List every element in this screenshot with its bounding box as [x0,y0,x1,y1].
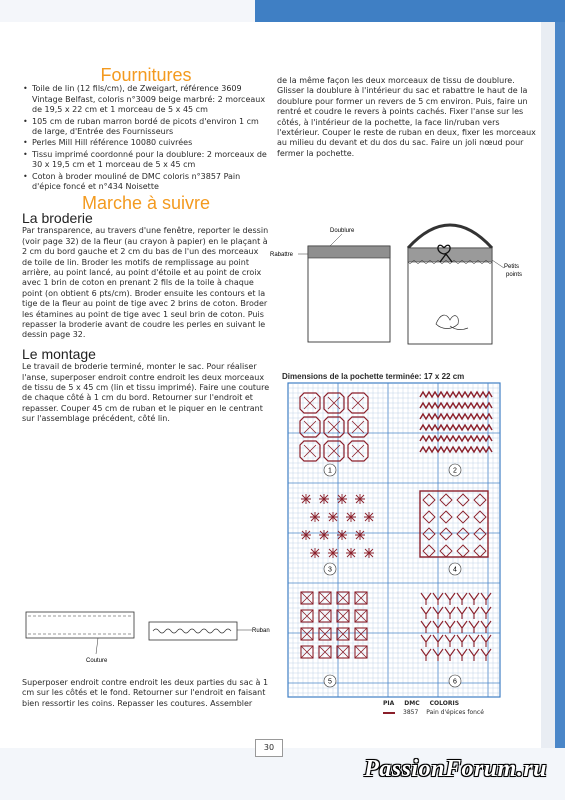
legend-dmc: DMC [404,700,420,707]
petits-points-label-2: points [506,272,523,278]
handle-ribbon [412,229,488,248]
fournitures-title: Fournitures [100,65,192,85]
motif-3-star [337,530,347,540]
motif-number: 3 [328,566,332,574]
motif-3-star [337,494,347,504]
marche-title: Marche à suivre [81,193,211,214]
right-page-edge [541,22,565,800]
legend-color-name: Pain d'épices foncé [426,709,484,716]
montage-text-2: Superposer endroit contre endroit les deux parties du sac à 1 cm sur les côtés et le fond. Retourner sur l'endroit en faisant bien ressortir les coins. Repasser les coutures. Assembler [22,678,269,708]
right-blue-edge [555,22,565,800]
motif-3-star [346,548,356,558]
cross-stitch-chart [288,383,500,697]
chart-legend [383,700,503,716]
montage-heading: Le montage [22,345,96,362]
legend-coloris: COLORIS [429,700,460,707]
left-column [22,65,270,425]
page-number: 30 [255,739,283,757]
top-white-band [0,0,255,22]
montage-continuation [22,678,270,709]
doublure-label: Doublure [330,228,355,234]
motif-number: 5 [328,678,332,686]
strap-with-ribbon [149,622,237,640]
motif-3-star [355,530,365,540]
petits-points-label-1: Petits [504,264,520,270]
supply-item: • Coton à broder mouliné de DMC coloris n°3857 Pain d'épice foncé et n°434 Noisette [32,172,270,193]
motif-3-star [328,512,338,522]
supply-item: • 105 cm de ruban marron bordé de picots d'environ 1 cm de large, d'Entrée des Fournisseurs [32,117,270,138]
motif-3-star [319,530,329,540]
motif-3-star [301,494,311,504]
doublure-leader [330,234,342,246]
legend-dmc-value: 3857 [403,709,419,716]
motif-3-star [328,548,338,558]
bag-front-right [408,248,492,344]
bag-handle [408,225,492,248]
legend-swatch [383,712,395,714]
supply-item: • Perles Mill Hill référence 10080 cuivrées [32,138,270,148]
motif-3-star [301,530,311,540]
lining-fold [308,246,390,258]
leader-line [96,638,98,654]
watermark: PassionForum.ru [364,756,547,782]
motif-3-star [355,494,365,504]
right-column [277,76,537,159]
motif-3-star [364,548,374,558]
supply-item: • Tissu imprimé coordonné pour la doublure: 2 morceaux de 30 x 19,5 cm et 1 morceau de 5 x 45 cm [32,150,270,171]
legend-pia: PIA [383,700,395,707]
legend-header [383,700,503,707]
broderie-text: Par transparence, au travers d'une fenêtre, reporter le dessin (voir page 32) de la fleur (au crayon à papier) en le plaçant à 2 cm du bord gauche et 2 cm du bas de l'un des morceaux de toile de lin. Broder les motifs de remplissage au point arrière, au point lancé, au point d'étoile et au point de croix avec 1 brin de coton en prenant 2 fils de la toile à chaque point (on obtient 6 pts/cm). Broder ensuite les contours et la tige de la fleur au point de tige avec 2 brins de coton. Broder les étamines au point de tige avec 1 seul brin de coton. Puis repasser la broderie avant de coudre les perles en suivant le dessin page 32. [22,226,269,340]
bag-diagram [270,208,535,368]
legend-row [383,709,503,716]
montage-text: Le travail de broderie terminé, monter le sac. Pour réaliser l'anse, superposer endroit contre endroit les deux morceaux de tissu de 5 x 45 cm (lin et tissu imprimé). Faire une couture de chaque côté à 1 cm du bord. Retourner sur l'endroit et repasser. Couper 45 cm de ruban et le piquer en le centrant sur l'assemblage précédent, côté lin. [22,362,270,424]
broderie-heading: La broderie [22,209,93,226]
right-text: de la même façon les deux morceaux de tissu de doublure. Glisser la doublure à l'intérieur du sac et rabattre le haut de la doublure pour former un revers de 5 cm environ. Puis, faire un rentré et coudre le revers à points cachés. Fixer l'anse sur les côtés, à l'intérieur de la pochette, la face lin/ruban vers l'extérieur. Couper le reste de ruban en deux, fixer les morceaux au milieu du devant et du dos du sac. Faire un joli nœud pour fermer la pochette. [277,76,536,158]
motif-number: 6 [453,678,457,686]
ruban-label: Ruban [252,628,270,634]
motif-3-star [364,512,374,522]
bag-front-left [308,246,390,342]
strap-assembly-figure [22,604,270,676]
rabattre-label: Rabattre [270,252,294,258]
motif-3-star [346,512,356,522]
chart-title: Dimensions de la pochette terminée: 17 x 22 cm [282,372,465,381]
supply-item: • Toile de lin (12 fils/cm), de Zweigart, référence 3609 Vintage Belfast, coloris n°3009 beige marbré: 2 morceaux de 19,5 x 22 cm et 1 morceau de 5 x 45 cm [32,84,270,115]
points-leader [492,260,504,268]
motif-number: 1 [328,467,332,475]
motif-3-star [310,512,320,522]
motif-number: 4 [453,566,457,574]
motif-3-star [319,494,329,504]
motif-3-star [310,548,320,558]
motif-number: 2 [453,467,457,475]
supplies-list [22,84,270,192]
couture-label: Couture [86,658,108,664]
